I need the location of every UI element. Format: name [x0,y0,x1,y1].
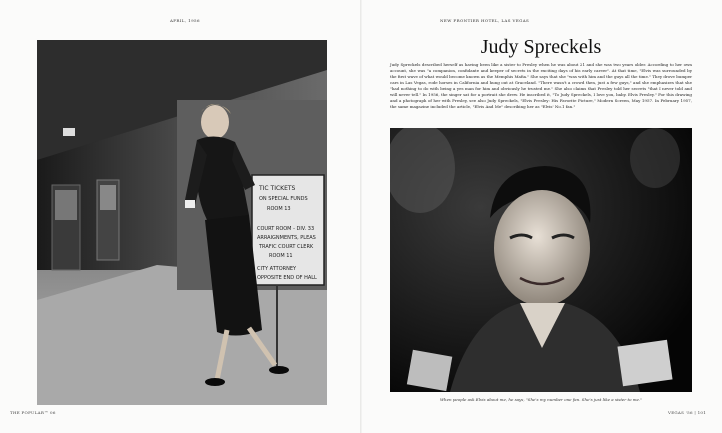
portrait-illustration [390,128,692,392]
article-title: Judy Spreckels [480,36,602,58]
header-date: APRIL, 1956 [170,18,200,23]
sign-line-8: CITY ATTORNEY [257,266,297,272]
sign-line-3: ROOM 13 [267,206,291,212]
sign-line-5: ARRAIGNMENTS, PLEAS [257,235,316,241]
photo-elvis-portrait [390,128,692,392]
article-body: Judy Spreckels described herself as having been like a sister to Presley when he was about 21 and she was two years older. According to her own account, she was "a companion, confidante and keeper of secrets in the exciting days of his early career". At that time, "Elvis was surrounded by the first wave of what would become known as the Memphis Mafia." She says that she "was with him and the guys all the time." They drove bumper cars in Las Vegas, rode horses in California and hung out at Graceland. "There wasn't a crowd then, just a few guys," and she emphasizes that she "had nothing to do with being a yes man for him and obviously he trusted me." She also claims that Presley told her secrets "that I never told and will never tell." In 1956, the singer sat for a portrait she drew. He inscribed it, "To Judy Spreckels, I love you, baby. Elvis Presley." For this drawing and a photograph of her with Presley, see also Judy Spreckels, "Elvis Presley: His Favorite Picture," Modern Screen, May 1957. In February 1957, the same magazine included the article, "Elvis And Me" describing her as "Elvis' No.1 fan." [390,62,692,109]
page-gutter [360,0,362,433]
sign-line-9: OPPOSITE END OF HALL [257,275,317,281]
sign-line-6: TRAFIC COURT CLERK [259,244,314,250]
photo-woman-corridor [37,40,327,405]
corridor-illustration [37,40,327,405]
sign-line-7: ROOM 11 [269,253,293,259]
sign-line-2: ON SPECIAL FUNDS [259,196,308,202]
footer-page-number: VEGAS '56 | 101 [668,410,707,415]
photo-caption: When people ask Elvis about me, he says, "She's my number one fan. She's just like a sister to me." [439,397,643,402]
sign-line-1: TIC TICKETS [259,185,296,192]
sign-line-4: COURT ROOM - DIV. 33 [257,226,315,232]
header-location: NEW FRONTIER HOTEL, LAS VEGAS [440,18,530,23]
footer-publication: THE POPULAR™ 06 [10,410,56,415]
